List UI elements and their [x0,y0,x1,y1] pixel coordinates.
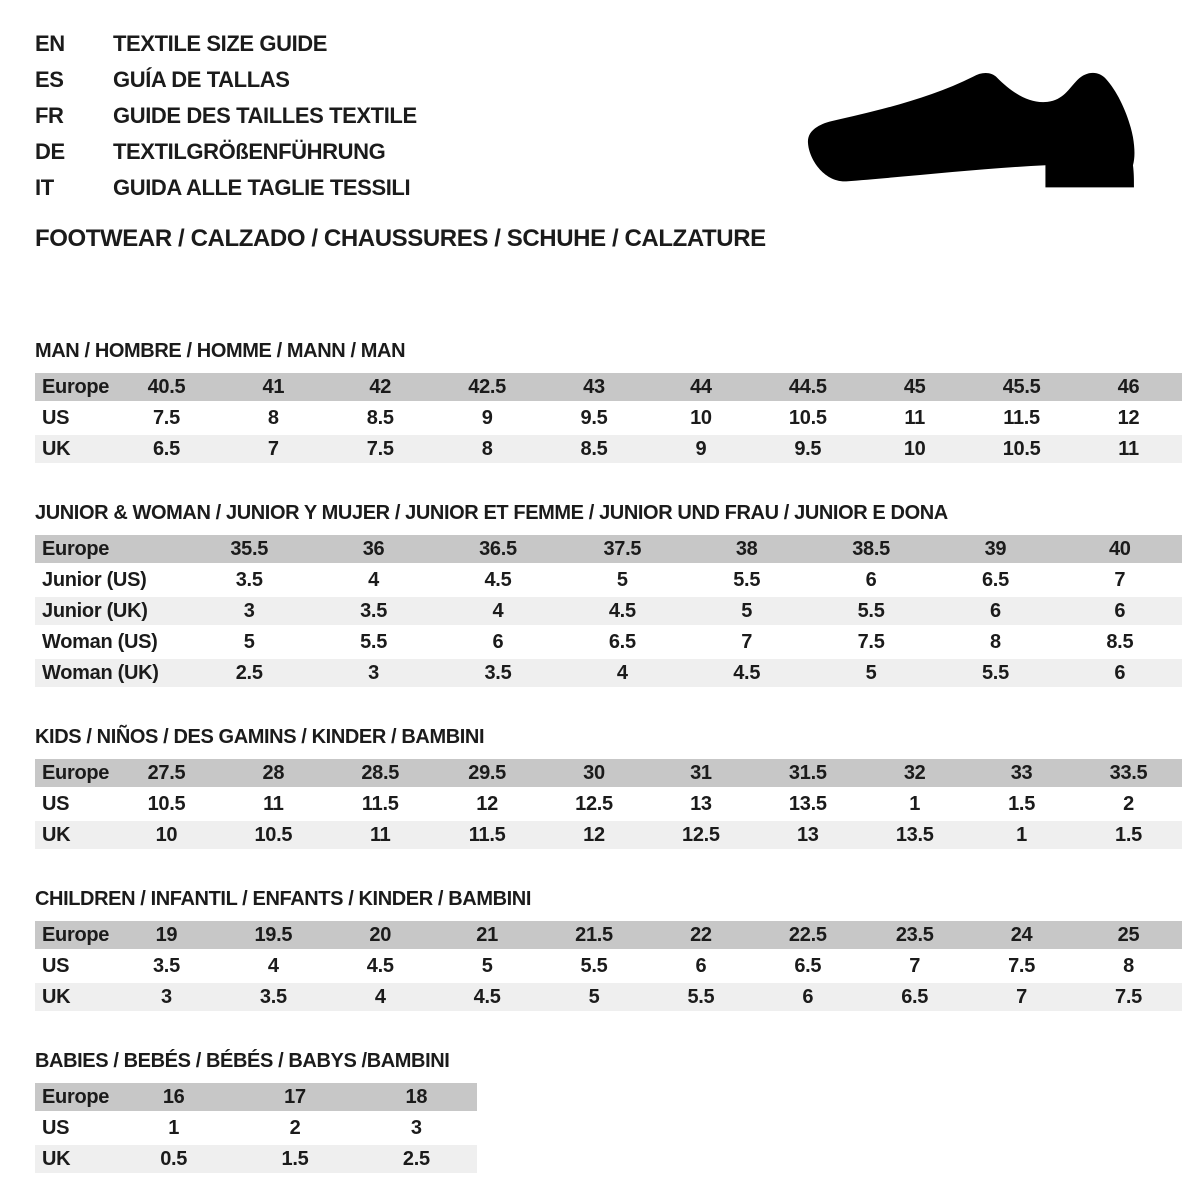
size-cell: 12 [583,823,605,846]
size-cell: 3 [410,1116,422,1139]
row-label: Junior (UK) [42,599,148,622]
size-cell: 10 [155,823,178,846]
size-cell: 2 [1123,792,1134,815]
lang-title: GUIDA ALLE TAGLIE TESSILI [113,175,411,200]
size-cell: 5 [588,985,600,1008]
size-section [35,502,1182,690]
size-cell: 45.5 [1002,375,1041,398]
size-cell: 31.5 [788,761,827,784]
size-cell: 4.5 [484,568,512,591]
size-table [35,532,1182,690]
size-cell: 5.5 [857,599,885,622]
section-title: MAN / HOMBRE / HOMME / MANN / MAN [35,340,406,362]
size-cell: 8.5 [580,437,608,460]
size-cell: 21.5 [575,923,613,946]
size-cell: 6 [695,954,707,977]
size-cell: 6 [865,568,877,591]
size-cell: 37.5 [603,537,642,560]
size-cell: 33 [1010,761,1033,784]
size-cell: 19.5 [254,923,293,946]
size-cell: 6 [802,985,814,1008]
table-row [35,373,1182,401]
table-row [35,628,1182,656]
row-label: Woman (US) [42,630,158,653]
lang-code: FR [35,103,64,128]
size-cell: 6 [1114,599,1126,622]
size-cell: 16 [162,1085,185,1108]
size-cell: 5.5 [981,661,1009,684]
size-cell: 8 [481,437,493,460]
size-section [35,1050,1182,1176]
table-row [35,821,1182,849]
section-title: BABIES / BEBÉS / BÉBÉS / BABYS /BAMBINI [35,1050,450,1072]
size-cell: 5 [481,954,493,977]
table-row [35,921,1182,949]
size-cell: 12 [476,792,498,815]
table-row [35,1145,477,1173]
size-cell: 3.5 [484,661,512,684]
size-cell: 7.5 [857,630,885,653]
section-title: JUNIOR & WOMAN / JUNIOR Y MUJER / JUNIOR ET FEMME / JUNIOR UND FRAU / JUNIOR E DONA [35,502,948,524]
lang-title: TEXTILGRÖßENFÜHRUNG [113,139,386,164]
row-label: Europe [42,537,110,560]
table-row [35,790,1182,818]
size-cell: 4 [374,985,386,1008]
size-table [35,1080,477,1176]
size-cell: 11.5 [1003,406,1040,429]
size-cell: 32 [903,761,926,784]
size-cell: 11 [263,792,284,815]
size-cell: 3.5 [235,568,263,591]
size-cell: 4.5 [608,599,636,622]
size-cell: 1 [1016,823,1027,846]
size-cell: 13 [690,792,712,815]
size-cell: 8.5 [1106,630,1134,653]
size-cell: 11 [904,406,925,429]
size-cell: 42 [369,375,392,398]
table-row [35,1114,477,1142]
table-row [35,535,1182,563]
size-cell: 5 [741,599,753,622]
size-cell: 2.5 [235,661,263,684]
size-cell: 40 [1108,537,1131,560]
size-table [35,370,1182,466]
size-cell: 2 [289,1116,301,1139]
size-cell: 7.5 [152,406,180,429]
row-label: Woman (UK) [42,661,159,684]
row-label: UK [42,985,71,1008]
size-cell: 7.5 [1008,954,1036,977]
size-table [35,756,1182,852]
size-cell: 9.5 [580,406,608,429]
lang-title: GUIDE DES TAILLES TEXTILE [113,103,417,128]
size-cell: 45 [903,375,926,398]
size-cell: 6 [1114,661,1126,684]
row-label: UK [42,823,71,846]
size-cell: 7 [1114,568,1126,591]
size-cell: 38.5 [852,537,890,560]
size-cell: 17 [284,1085,306,1108]
lang-code: EN [35,31,65,56]
size-cell: 33.5 [1109,761,1148,784]
size-cell: 9 [481,406,493,429]
shoe-icon [806,60,1140,188]
lang-title: TEXTILE SIZE GUIDE [113,31,328,56]
size-cell: 3.5 [360,599,388,622]
size-cell: 3 [368,661,379,684]
size-cell: 4 [368,568,379,591]
size-cell: 10 [903,437,926,460]
size-cell: 13 [796,823,819,846]
size-section [35,888,1182,1014]
row-label: Junior (US) [42,568,147,591]
size-table [35,918,1182,1014]
size-cell: 5.5 [733,568,761,591]
size-cell: 43 [583,375,605,398]
size-cell: 10.5 [788,406,827,429]
size-cell: 1 [909,792,921,815]
size-cell: 4.5 [733,661,761,684]
size-cell: 11.5 [468,823,506,846]
size-cell: 4.5 [366,954,394,977]
section-title: CHILDREN / INFANTIL / ENFANTS / KINDER / BAMBINI [35,888,531,910]
size-cell: 3 [243,599,255,622]
size-cell: 6.5 [152,437,180,460]
size-cell: 4.5 [473,985,501,1008]
size-cell: 7 [267,437,279,460]
size-cell: 41 [262,375,285,398]
size-section [35,340,1182,466]
size-cell: 1.5 [1115,823,1142,846]
size-cell: 3.5 [259,985,287,1008]
size-cell: 5.5 [580,954,608,977]
size-cell: 9.5 [794,437,822,460]
table-row [35,435,1182,463]
size-cell: 24 [1010,923,1033,946]
size-cell: 6 [990,599,1001,622]
table-row [35,597,1182,625]
size-cell: 7.5 [366,437,394,460]
size-cell: 10.5 [1002,437,1041,460]
size-cell: 18 [405,1085,428,1108]
size-cell: 19 [155,923,178,946]
size-cell: 13.5 [895,823,934,846]
size-cell: 12.5 [575,792,613,815]
row-label: Europe [42,1085,110,1108]
table-row [35,759,1182,787]
size-cell: 31 [690,761,712,784]
category-heading: FOOTWEAR / CALZADO / CHAUSSURES / SCHUHE / CALZATURE [35,225,766,252]
table-row [35,659,1182,687]
lang-title: GUÍA DE TALLAS [113,67,290,92]
size-cell: 1.5 [281,1147,309,1170]
size-cell: 6.5 [794,954,822,977]
size-cell: 21 [476,923,498,946]
lang-code: IT [35,175,54,200]
size-cell: 11 [1118,437,1139,460]
size-cell: 6 [492,630,504,653]
size-cell: 44 [690,375,712,398]
size-cell: 10.5 [254,823,293,846]
size-cell: 6.5 [981,568,1009,591]
row-label: US [42,1116,70,1139]
size-cell: 22 [690,923,712,946]
size-cell: 38 [735,537,758,560]
row-label: Europe [42,375,110,398]
size-cell: 29.5 [468,761,506,784]
size-cell: 27.5 [147,761,186,784]
row-label: Europe [42,761,110,784]
row-label: US [42,954,70,977]
size-cell: 46 [1117,375,1140,398]
size-cell: 5.5 [687,985,715,1008]
size-cell: 10.5 [147,792,186,815]
size-cell: 1.5 [1008,792,1036,815]
size-cell: 12 [1117,406,1140,429]
size-cell: 8 [267,406,279,429]
row-label: UK [42,437,71,460]
row-label: Europe [42,923,110,946]
size-cell: 11 [369,823,391,846]
size-cell: 5 [243,630,255,653]
table-row [35,983,1182,1011]
size-cell: 5 [616,568,628,591]
size-cell: 35.5 [230,537,269,560]
size-cell: 4 [492,599,504,622]
size-cell: 23.5 [895,923,934,946]
size-cell: 4 [267,954,279,977]
size-cell: 36 [362,537,385,560]
size-cell: 10 [690,406,712,429]
size-cell: 13.5 [788,792,827,815]
size-cell: 36.5 [479,537,517,560]
size-cell: 8.5 [366,406,394,429]
size-cell: 0.5 [160,1147,188,1170]
size-cell: 25 [1117,923,1140,946]
size-section [35,726,1182,852]
size-cell: 7 [1016,985,1027,1008]
size-cell: 42.5 [468,375,506,398]
size-cell: 5.5 [360,630,388,653]
lang-code: DE [35,139,65,164]
size-cell: 39 [984,537,1007,560]
size-cell: 28 [262,761,285,784]
size-cell: 7.5 [1115,985,1142,1008]
size-cell: 9 [695,437,707,460]
size-cell: 3.5 [152,954,180,977]
size-cell: 40.5 [147,375,186,398]
size-cell: 2.5 [402,1147,430,1170]
size-cell: 44.5 [788,375,827,398]
lang-code: ES [35,67,64,92]
size-cell: 6.5 [901,985,929,1008]
row-label: UK [42,1147,71,1170]
table-row [35,1083,477,1111]
size-cell: 6.5 [608,630,636,653]
size-cell: 7 [909,954,921,977]
size-cell: 20 [369,923,392,946]
table-row [35,566,1182,594]
size-cell: 8 [990,630,1001,653]
size-cell: 4 [616,661,628,684]
size-cell: 11.5 [361,792,399,815]
size-cell: 8 [1123,954,1134,977]
size-cell: 28.5 [361,761,400,784]
size-cell: 7 [741,630,753,653]
table-row [35,952,1182,980]
row-label: US [42,406,70,429]
size-cell: 1 [168,1116,180,1139]
row-label: US [42,792,70,815]
size-cell: 5 [865,661,877,684]
sections [35,340,1182,1176]
size-cell: 30 [583,761,605,784]
size-cell: 12.5 [682,823,720,846]
size-cell: 3 [161,985,172,1008]
size-cell: 22.5 [788,923,827,946]
section-title: KIDS / NIÑOS / DES GAMINS / KINDER / BAMBINI [35,726,485,748]
table-row [35,404,1182,432]
